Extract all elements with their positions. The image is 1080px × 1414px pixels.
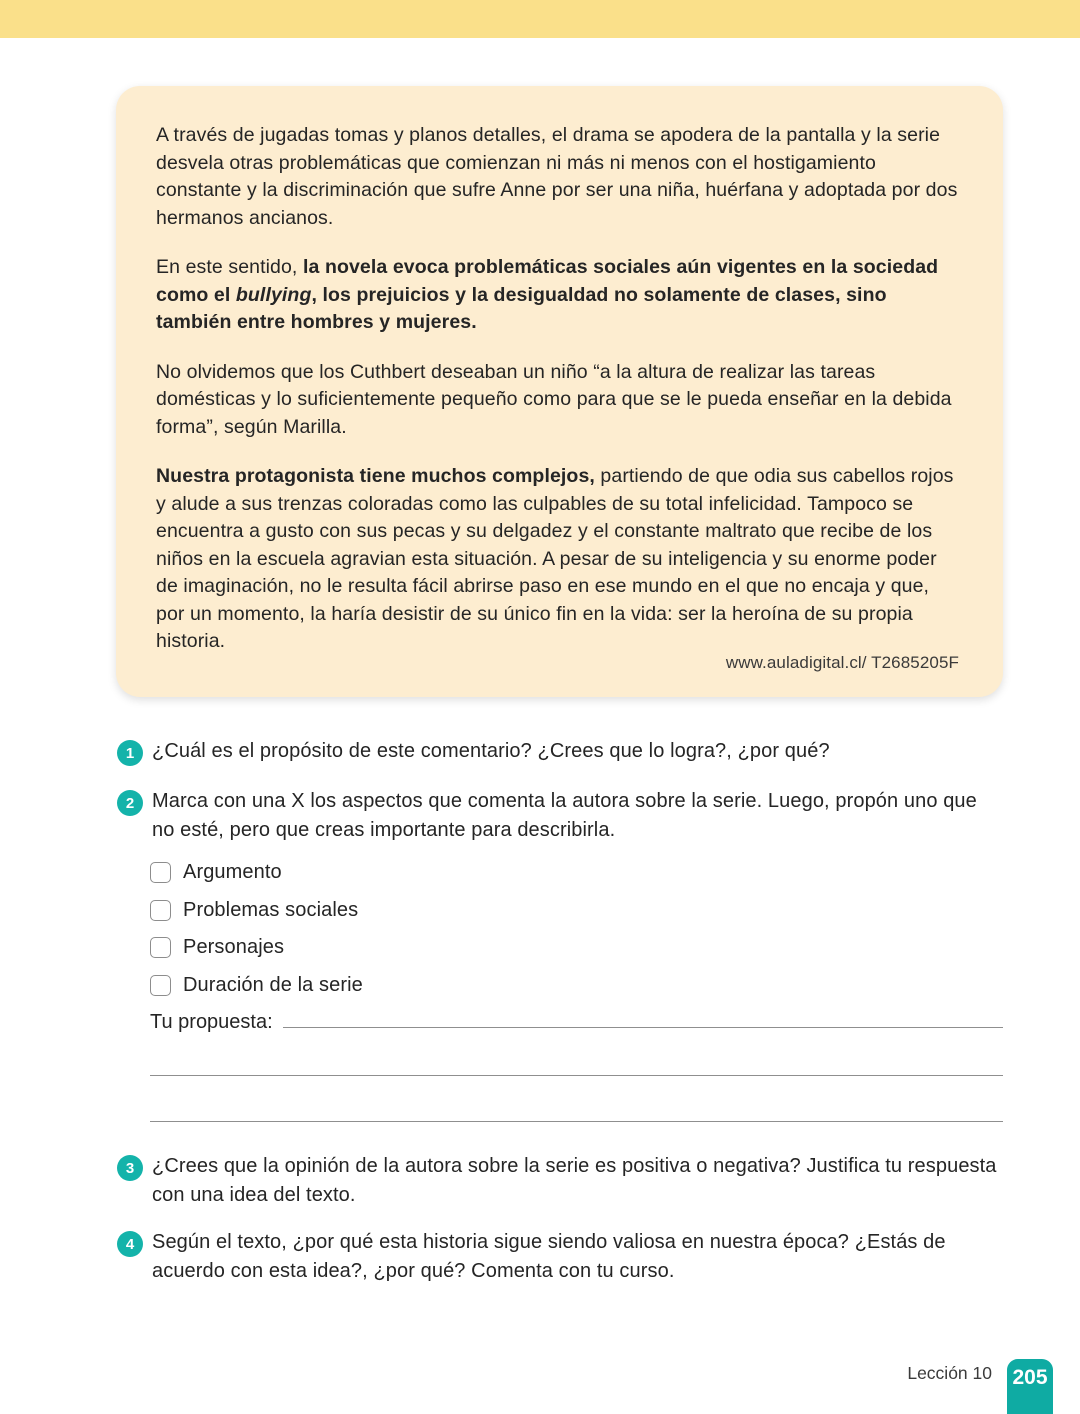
option-row[interactable] — [150, 967, 363, 1005]
answer-write-line[interactable] — [150, 1075, 1003, 1076]
passage-paragraph-1: A través de jugadas tomas y planos detalles, el drama se apodera de la pantalla y la serie desvela otras problemáticas que comienzan ni más ni menos con el hostigamiento constante y la discriminación que sufre Anne por ser una niña, huérfana y adoptada por dos hermanos ancianos. — [156, 124, 958, 229]
question-text-1: ¿Cuál es el propósito de este comentario? ¿Crees que lo logra?, ¿por qué? — [152, 740, 830, 762]
option-label: Problemas sociales — [183, 898, 359, 921]
top-color-band — [0, 0, 1080, 38]
question-item-3 — [117, 1152, 997, 1210]
passage-paragraph-4 — [156, 463, 959, 656]
proposal-entry — [150, 1011, 1003, 1034]
passage-p2-lead: En este sentido, — [156, 256, 303, 278]
passage-p2-bold-italic: bullying — [235, 283, 312, 306]
question-number-badge-2: 2 — [117, 790, 143, 816]
passage-paragraph-3: No olvidemos que los Cuthbert deseaban un niño “a la altura de realizar las tareas domésticas y lo suficientemente pequeño como para que se le pueda enseñar en la debida forma”, según Marilla. — [156, 360, 952, 438]
passage-p4-rest: partiendo de que odia sus cabellos rojos y alude a sus trenzas coloradas como las culpables de su total infelicidad. Tampoco se encuentra a gusto con sus pecas y su delgadez y el constante maltrato que recibe de los niños en la escuela agravian esta situación. A pesar de su inteligencia y su enorme poder de imaginación, no le resulta fácil abrirse paso en ese mundo en el que no encaja y que, por un momento, la haría desistir de su único fin en la vida: ser la heroína de su propia historia. — [156, 465, 954, 652]
question-number-badge-1: 1 — [117, 740, 143, 766]
checkbox-option-list — [150, 854, 363, 1004]
question-item-4 — [117, 1228, 1017, 1286]
question-item-2 — [117, 787, 987, 845]
checkbox-icon[interactable] — [150, 900, 171, 921]
option-row[interactable] — [150, 929, 363, 967]
checkbox-icon[interactable] — [150, 937, 171, 958]
option-label: Personajes — [183, 936, 285, 959]
option-row[interactable] — [150, 854, 363, 892]
checkbox-icon[interactable] — [150, 975, 171, 996]
passage-p2-bold-b: , los prejuicios y la desigualdad no solamente de clases, sino también entre hombres y mujeres. — [156, 283, 887, 333]
answer-write-line[interactable] — [150, 1121, 1003, 1122]
option-label: Argumento — [183, 861, 282, 884]
passage-paragraph-2 — [156, 254, 959, 337]
reading-passage-box — [116, 86, 1003, 697]
option-row[interactable] — [150, 892, 363, 930]
source-attribution: www.auladigital.cl/ T2685205F — [725, 653, 959, 672]
question-number-badge-4: 4 — [117, 1231, 143, 1257]
question-item-1 — [117, 737, 1012, 766]
checkbox-icon[interactable] — [150, 862, 171, 883]
proposal-label: Tu propuesta: — [150, 1011, 273, 1033]
question-text-3: ¿Crees que la opinión de la autora sobre la serie es positiva o negativa? Justifica tu respuesta con una idea del texto. — [152, 1155, 997, 1206]
passage-p2-bold-a: la novela evoca problemáticas sociales aún vigentes en la sociedad como el — [156, 256, 939, 306]
answer-write-line[interactable] — [283, 1027, 1003, 1028]
question-text-2: Marca con una X los aspectos que comenta la autora sobre la serie. Luego, propón uno que no esté, pero que creas importante para describirla. — [152, 790, 977, 841]
page-number-tab: 205 — [1007, 1359, 1053, 1414]
option-label: Duración de la serie — [183, 973, 363, 996]
question-text-4: Según el texto, ¿por qué esta historia sigue siendo valiosa en nuestra época? ¿Estás de acuerdo con esta idea?, ¿por qué? Comenta con tu curso. — [152, 1231, 946, 1282]
lesson-label: Lección 10 — [907, 1363, 992, 1383]
question-number-badge-3: 3 — [117, 1155, 143, 1181]
passage-p4-bold: Nuestra protagonista tiene muchos complejos, — [156, 465, 595, 487]
